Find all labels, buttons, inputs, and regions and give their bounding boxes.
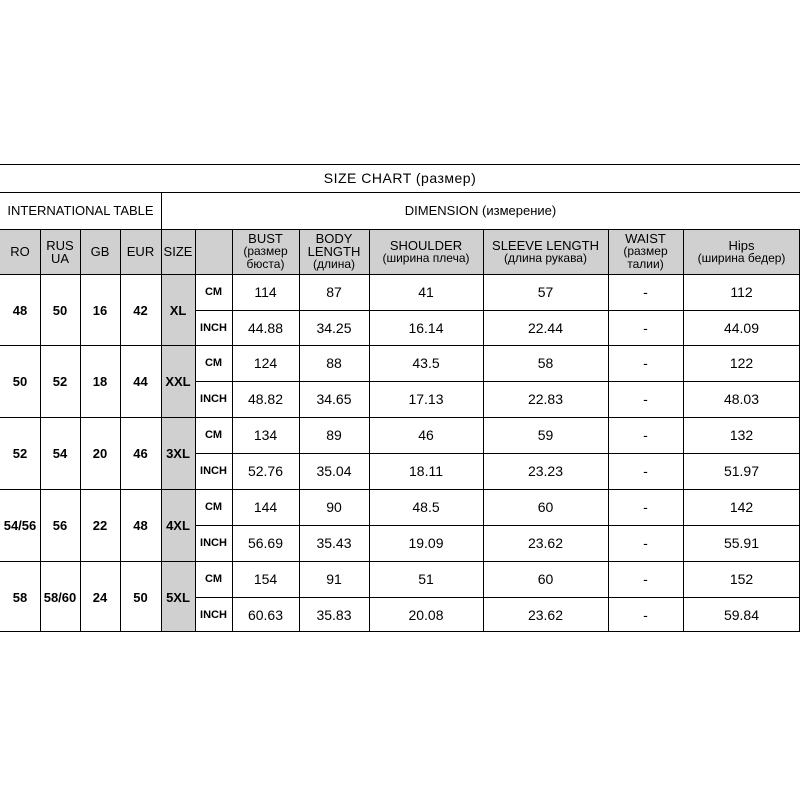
cell-ro: 52 [12,445,28,461]
unit-cm: CM [204,357,223,369]
cell-inch-value: - [643,391,648,407]
cell-rus: 58/60 [43,589,77,605]
cell-cm-value: 59 [537,427,554,443]
cell-inch-value: 35.04 [316,463,352,479]
cell-inch-value: 48.03 [723,391,760,407]
column-header-measure: SLEEVE LENGTH (длина рукава) [492,237,599,265]
international-table-label: INTERNATIONAL TABLE [7,203,154,218]
cell-inch-value: 23.23 [527,463,564,479]
cell-cm-value: 60 [537,571,554,587]
cell-inch-value: 22.83 [527,391,564,407]
cell-inch-value: 59.84 [723,607,760,623]
column-header-size: SIZE [163,244,193,259]
cell-cm-value: - [643,284,648,300]
cell-inch-value: 35.43 [316,535,352,551]
cell-cm-value: 142 [729,499,754,515]
cell-rus: 50 [52,302,68,318]
cell-cm-value: 134 [253,427,278,443]
chart-title: SIZE CHART (размер) [323,170,477,186]
cell-eur: 50 [133,589,148,605]
cell-rus: 52 [52,373,68,389]
unit-inch: INCH [200,537,227,549]
cell-cm-value: - [643,355,648,371]
unit-cm: CM [204,573,223,585]
size-chart-table [0,164,800,632]
cell-cm-value: 90 [326,499,342,515]
column-header-measure: Hips (ширина бедер) [697,237,786,265]
cell-inch-value: 22.44 [527,320,564,336]
cell-cm-value: 152 [729,571,754,587]
cell-cm-value: - [643,427,648,443]
cell-rus: 56 [52,517,68,533]
cell-eur: 42 [133,302,148,318]
cell-cm-value: 57 [537,284,554,300]
cell-cm-value: 132 [729,427,754,443]
unit-inch: INCH [200,393,227,405]
cell-cm-value: 88 [326,355,342,371]
column-header-measure: BODY LENGTH (длина) [307,231,361,271]
unit-inch: INCH [200,322,227,334]
cell-gb: 18 [92,373,108,389]
cell-ro: 48 [12,302,28,318]
cell-inch-value: 55.91 [723,535,760,551]
cell-cm-value: 87 [326,284,342,300]
cell-size: 3XL [166,445,190,461]
cell-cm-value: 46 [418,427,434,443]
cell-size: XXL [165,373,191,389]
column-header-intl: RUS UA [46,237,74,266]
cell-inch-value: 23.62 [527,535,564,551]
cell-inch-value: 52.76 [247,463,284,479]
cell-cm-value: 60 [537,499,554,515]
cell-inch-value: - [643,463,648,479]
cell-cm-value: 89 [326,427,342,443]
column-header-measure: SHOULDER (ширина плеча) [382,237,470,265]
cell-cm-value: 114 [254,284,277,300]
cell-cm-value: - [643,571,648,587]
cell-cm-value: 51 [418,571,434,587]
dimension-label: DIMENSION (измерение) [404,203,557,218]
cell-cm-value: 112 [730,284,753,300]
cell-cm-value: 91 [326,571,342,587]
column-header-measure: WAIST (размер талии) [623,231,668,271]
cell-gb: 16 [92,302,108,318]
cell-gb: 24 [92,589,108,605]
cell-cm-value: - [643,499,648,515]
cell-size: 5XL [166,589,190,605]
unit-cm: CM [204,286,223,298]
cell-eur: 48 [133,517,148,533]
column-header-intl: EUR [126,244,155,259]
cell-eur: 46 [133,445,148,461]
cell-cm-value: 58 [537,355,554,371]
column-header-measure: BUST (размер бюста) [243,231,288,271]
cell-ro: 58 [12,589,28,605]
cell-cm-value: 122 [729,355,754,371]
cell-inch-value: - [643,535,648,551]
cell-eur: 44 [133,373,148,389]
cell-cm-value: 124 [253,355,278,371]
cell-inch-value: 51.97 [723,463,760,479]
cell-inch-value: 44.09 [723,320,760,336]
cell-inch-value: 16.14 [408,320,444,336]
cell-inch-value: 35.83 [316,607,352,623]
cell-inch-value: 56.69 [247,535,284,551]
cell-cm-value: 48.5 [412,499,440,515]
cell-inch-value: 60.63 [247,607,284,623]
unit-inch: INCH [200,609,227,621]
cell-ro: 54/56 [3,517,37,533]
cell-inch-value: 44.88 [247,320,284,336]
cell-cm-value: 43.5 [412,355,440,371]
cell-size: 4XL [166,517,190,533]
cell-inch-value: - [643,320,648,336]
cell-ro: 50 [12,373,28,389]
cell-gb: 22 [92,517,108,533]
cell-inch-value: 18.11 [409,463,443,479]
unit-inch: INCH [200,465,227,477]
cell-cm-value: 41 [418,284,434,300]
cell-rus: 54 [52,445,68,461]
cell-inch-value: 17.13 [408,391,444,407]
cell-inch-value: 34.25 [316,320,352,336]
column-header-intl: GB [90,244,110,259]
cell-inch-value: 19.09 [408,535,444,551]
cell-cm-value: 154 [253,571,278,587]
cell-gb: 20 [92,445,108,461]
cell-inch-value: - [643,607,648,623]
cell-inch-value: 20.08 [408,607,444,623]
unit-cm: CM [204,501,223,513]
cell-size: XL [169,302,187,318]
cell-inch-value: 34.65 [316,391,352,407]
cell-inch-value: 48.82 [247,391,284,407]
unit-cm: CM [204,429,223,441]
cell-inch-value: 23.62 [527,607,564,623]
column-header-intl: RO [10,244,30,259]
cell-cm-value: 144 [253,499,278,515]
